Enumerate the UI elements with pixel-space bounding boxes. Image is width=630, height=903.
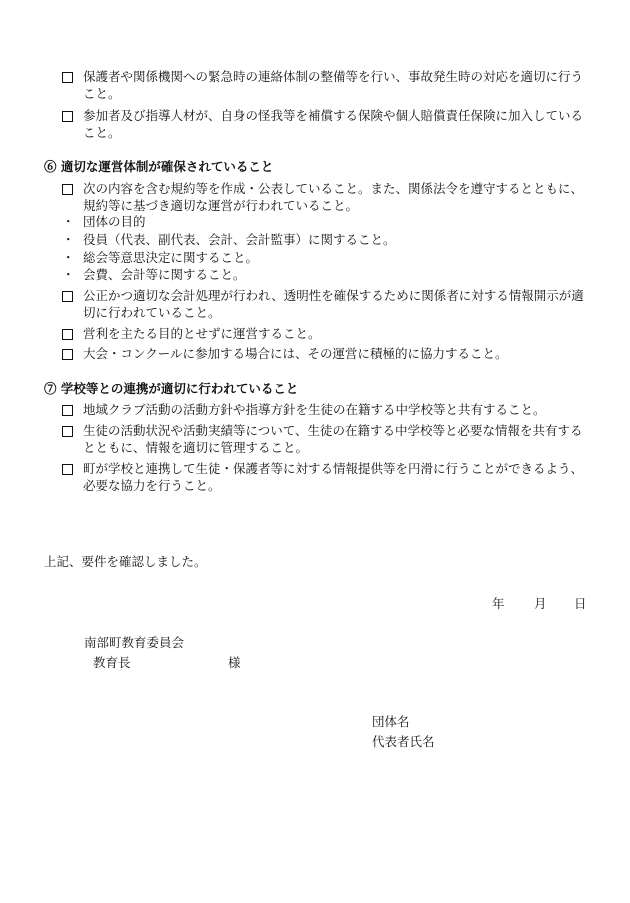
bullet-mark: ・ bbox=[62, 250, 75, 265]
bullet-text: 総会等意思決定に関すること。 bbox=[83, 250, 259, 265]
bullet-mark: ・ bbox=[62, 232, 75, 247]
item-text: 次の内容を含む規約等を作成・公表していること。また、関係法令を遵守するとともに、規約等に基づき適切な運営が行われていること。 bbox=[83, 181, 584, 213]
section-6-heading: ⑥ 適切な運営体制が確保されていること bbox=[44, 159, 274, 174]
date-month-label: 月 bbox=[534, 596, 547, 611]
bullet-text: 会費、会計等に関すること。 bbox=[83, 267, 246, 282]
item-text: 参加者及び指導人材が、自身の怪我等を補償する保険や個人賠償責任保険に加入していること。 bbox=[83, 108, 584, 140]
checkbox-icon bbox=[62, 405, 73, 416]
item-text: 公正かつ適切な会計処理が行われ、透明性を確保するために関係者に対する情報開示が適切に行われていること。 bbox=[83, 288, 584, 320]
bullet-text: 役員（代表、副代表、会計、会計監事）に関すること。 bbox=[83, 232, 396, 247]
bullet-text: 団体の目的 bbox=[83, 214, 146, 229]
checklist-item bbox=[62, 287, 592, 321]
applicant-rep-label: 代表者氏名 bbox=[372, 734, 435, 749]
recipient-org: 南部町教育委員会 bbox=[84, 635, 185, 650]
checklist-item bbox=[62, 422, 592, 456]
checkbox-icon bbox=[62, 426, 73, 437]
checkbox-icon bbox=[62, 111, 73, 122]
checkbox-icon bbox=[62, 72, 73, 83]
recipient-title: 教育長 bbox=[93, 655, 131, 670]
recipient-honorific: 様 bbox=[228, 655, 241, 670]
bullet-mark: ・ bbox=[62, 214, 75, 229]
checklist-item bbox=[62, 107, 592, 141]
checklist-item bbox=[62, 345, 592, 362]
confirm-text: 上記、要件を確認しました。 bbox=[44, 554, 207, 569]
item-text: 大会・コンクールに参加する場合には、その運営に積極的に協力すること。 bbox=[83, 346, 508, 361]
item-text: 営利を主たる目的とせずに運営すること。 bbox=[83, 326, 321, 341]
checklist-item bbox=[62, 460, 592, 494]
checkbox-icon bbox=[62, 291, 73, 302]
checkbox-icon bbox=[62, 349, 73, 360]
checkbox-icon bbox=[62, 184, 73, 195]
item-text: 保護者や関係機関への緊急時の連絡体制の整備等を行い、事故発生時の対応を適切に行うこと。 bbox=[83, 69, 584, 101]
bullet-mark: ・ bbox=[62, 267, 75, 282]
checklist-item bbox=[62, 401, 592, 418]
item-text: 生徒の活動状況や活動実績等について、生徒の在籍する中学校等と必要な情報を共有するとともに、情報を適切に管理すること。 bbox=[83, 423, 583, 455]
checklist-item bbox=[62, 180, 592, 214]
date-day-label: 日 bbox=[574, 596, 587, 611]
checkbox-icon bbox=[62, 464, 73, 475]
section-7-heading: ⑦ 学校等との連携が適切に行われていること bbox=[44, 381, 299, 396]
item-text: 町が学校と連携して生徒・保護者等に対する情報提供等を円滑に行うことができるよう、必要な協力を行うこと。 bbox=[83, 461, 584, 493]
checkbox-icon bbox=[62, 329, 73, 340]
date-year-label: 年 bbox=[492, 596, 505, 611]
applicant-org-label: 団体名 bbox=[372, 714, 410, 729]
checklist-item bbox=[62, 68, 592, 102]
item-text: 地域クラブ活動の活動方針や指導方針を生徒の在籍する中学校等と共有すること。 bbox=[83, 402, 546, 417]
checklist-item bbox=[62, 325, 592, 342]
